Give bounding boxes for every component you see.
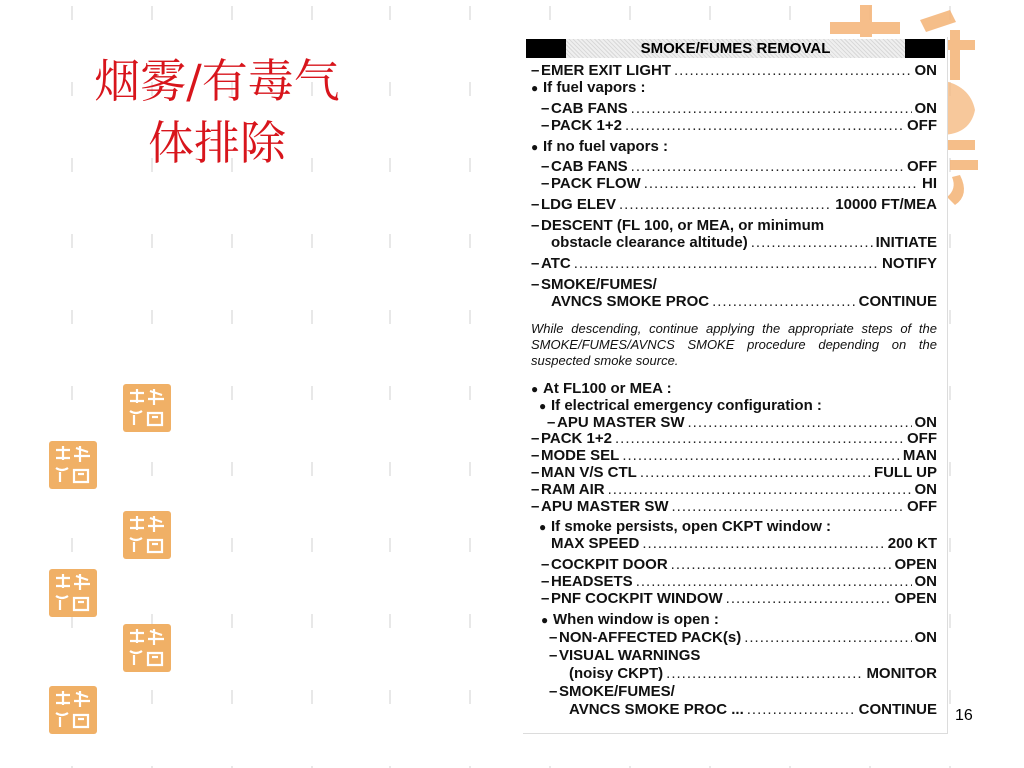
row-label: NON-AFFECTED PACK(s) xyxy=(559,629,742,646)
row-label: LDG ELEV xyxy=(541,196,617,213)
row-marker: – xyxy=(541,573,550,590)
checklist-row xyxy=(531,62,937,79)
row-marker: – xyxy=(531,217,540,234)
row-marker: ● xyxy=(531,382,539,396)
row-marker: ● xyxy=(539,520,547,534)
row-label: RAM AIR xyxy=(541,481,605,498)
row-value: ON xyxy=(914,629,937,646)
row-marker: – xyxy=(541,100,550,117)
row-marker: – xyxy=(549,629,558,646)
checklist-row xyxy=(531,79,937,96)
row-leader-dots xyxy=(622,447,899,464)
row-value: 200 KT xyxy=(887,535,937,552)
row-value: ON xyxy=(914,100,937,117)
row-label: At FL100 or MEA : xyxy=(543,380,672,397)
checklist-row xyxy=(531,234,937,251)
row-value: OFF xyxy=(907,498,937,515)
row-marker: ● xyxy=(541,613,549,627)
row-marker: – xyxy=(541,556,550,573)
checklist-row xyxy=(531,175,937,192)
row-leader-dots xyxy=(747,701,856,718)
row-marker: – xyxy=(531,62,540,79)
row-value: ON xyxy=(914,573,937,590)
row-label: obstacle clearance altitude) xyxy=(551,234,748,251)
row-leader-dots xyxy=(688,414,912,431)
row-label: APU MASTER SW xyxy=(541,498,669,515)
row-marker: – xyxy=(531,481,540,498)
row-value: OPEN xyxy=(894,556,937,573)
seal-stamp-icon xyxy=(48,685,98,735)
row-leader-dots xyxy=(615,430,904,447)
row-marker: – xyxy=(549,647,558,664)
row-label: EMER EXIT LIGHT xyxy=(541,62,672,79)
checklist-row xyxy=(531,430,937,447)
row-value: OPEN xyxy=(894,590,937,607)
row-marker: – xyxy=(541,590,550,607)
row-leader-dots xyxy=(636,573,912,590)
checklist-row xyxy=(531,397,937,414)
row-label: PACK FLOW xyxy=(551,175,641,192)
checklist-row xyxy=(531,293,937,310)
row-marker: – xyxy=(531,447,540,464)
row-label: ATC xyxy=(541,255,571,272)
row-value: CONTINUE xyxy=(858,701,937,718)
row-label: APU MASTER SW xyxy=(557,414,685,431)
row-label: If fuel vapors : xyxy=(543,79,646,96)
slide-title-line-1: 烟雾/有毒气 xyxy=(94,54,340,108)
row-value: HI xyxy=(922,175,937,192)
row-value: ON xyxy=(914,62,937,79)
row-leader-dots xyxy=(666,665,863,682)
row-leader-dots xyxy=(574,255,879,272)
checklist-row xyxy=(531,158,937,175)
row-leader-dots xyxy=(631,100,912,117)
row-label: If electrical emergency configuration : xyxy=(551,397,822,414)
checklist-row xyxy=(531,100,937,117)
row-label: If smoke persists, open CKPT window : xyxy=(551,518,832,535)
checklist-header xyxy=(526,39,945,58)
page-number: 16 xyxy=(955,707,973,724)
row-label: CAB FANS xyxy=(551,100,628,117)
seal-stamp-icon xyxy=(48,568,98,618)
row-value: ON xyxy=(914,481,937,498)
row-marker: – xyxy=(531,276,540,293)
row-label: COCKPIT DOOR xyxy=(551,556,668,573)
row-label: CAB FANS xyxy=(551,158,628,175)
row-marker: – xyxy=(541,175,550,192)
row-label: MAN V/S CTL xyxy=(541,464,637,481)
row-marker: ● xyxy=(539,399,547,413)
row-leader-dots xyxy=(672,498,905,515)
row-label: MODE SEL xyxy=(541,447,620,464)
seal-stamp-icon xyxy=(48,440,98,490)
row-value: NOTIFY xyxy=(882,255,937,272)
checklist-title: SMOKE/FUMES REMOVAL xyxy=(640,40,831,57)
checklist-row xyxy=(531,535,937,552)
row-label: HEADSETS xyxy=(551,573,633,590)
checklist-row xyxy=(531,498,937,515)
row-label: SMOKE/FUMES/ xyxy=(541,276,657,293)
row-marker: – xyxy=(547,414,556,431)
seal-stamp-icon xyxy=(122,383,172,433)
checklist-row xyxy=(531,196,937,213)
slide-title-line-2: 体排除 xyxy=(148,116,286,170)
checklist-row xyxy=(531,276,937,293)
checklist-row xyxy=(531,217,937,234)
row-label: If no fuel vapors : xyxy=(543,138,669,155)
row-leader-dots xyxy=(726,590,892,607)
checklist-row xyxy=(531,701,937,718)
row-label: AVNCS SMOKE PROC xyxy=(551,293,710,310)
checklist-row xyxy=(531,447,937,464)
row-label: When window is open : xyxy=(553,611,719,628)
checklist-row xyxy=(531,611,937,628)
checklist-row xyxy=(531,464,937,481)
row-label: DESCENT (FL 100, or MEA, or minimum xyxy=(541,217,825,234)
row-marker: – xyxy=(531,430,540,447)
row-label: SMOKE/FUMES/ xyxy=(559,683,675,700)
row-label: (noisy CKPT) xyxy=(569,665,664,682)
row-marker: – xyxy=(531,498,540,515)
seal-stamp-icon xyxy=(122,510,172,560)
row-value: INITIATE xyxy=(875,234,937,251)
row-marker: – xyxy=(541,158,550,175)
checklist-row xyxy=(531,683,937,700)
row-label: VISUAL WARNINGS xyxy=(559,647,701,664)
row-value: MAN xyxy=(902,447,937,464)
row-leader-dots xyxy=(608,481,912,498)
checklist-row xyxy=(531,138,937,155)
row-marker: ● xyxy=(531,81,539,95)
row-leader-dots xyxy=(751,234,873,251)
row-value: ON xyxy=(914,414,937,431)
row-value: FULL UP xyxy=(873,464,937,481)
seal-stamp-icon xyxy=(122,623,172,673)
row-value: OFF xyxy=(907,117,937,134)
slide-title xyxy=(52,50,382,174)
checklist-row xyxy=(531,255,937,272)
row-marker: – xyxy=(549,683,558,700)
row-marker: ● xyxy=(531,140,539,154)
row-leader-dots xyxy=(671,556,892,573)
row-leader-dots xyxy=(642,535,884,552)
row-leader-dots xyxy=(631,158,904,175)
row-leader-dots xyxy=(625,117,904,134)
checklist-row xyxy=(531,573,937,590)
row-marker: – xyxy=(531,255,540,272)
row-leader-dots xyxy=(640,464,871,481)
row-leader-dots xyxy=(619,196,832,213)
checklist-row xyxy=(531,117,937,134)
checklist-row xyxy=(531,556,937,573)
row-value: 10000 FT/MEA xyxy=(835,196,937,213)
row-label: PACK 1+2 xyxy=(541,430,613,447)
checklist-row xyxy=(531,665,937,682)
checklist-card xyxy=(523,37,948,734)
checklist-row xyxy=(531,629,937,646)
descending-note: While descending, continue applying the appropriate steps of the SMOKE/FUMES/AVNCS SMOKE procedure depending on the suspected smoke source. xyxy=(531,321,937,368)
row-leader-dots xyxy=(744,629,911,646)
checklist-row xyxy=(531,590,937,607)
row-label: AVNCS SMOKE PROC ... xyxy=(569,701,744,718)
checklist-row xyxy=(531,518,937,535)
checklist-row xyxy=(531,414,937,431)
row-value: OFF xyxy=(907,158,937,175)
row-value: MONITOR xyxy=(866,665,937,682)
row-leader-dots xyxy=(674,62,911,79)
checklist-row xyxy=(531,647,937,664)
row-marker: – xyxy=(531,464,540,481)
row-value: OFF xyxy=(907,430,937,447)
row-marker: – xyxy=(531,196,540,213)
row-marker: – xyxy=(541,117,550,134)
row-label: MAX SPEED xyxy=(551,535,640,552)
row-value: CONTINUE xyxy=(858,293,937,310)
row-label: PNF COCKPIT WINDOW xyxy=(551,590,723,607)
row-label: PACK 1+2 xyxy=(551,117,623,134)
checklist-row xyxy=(531,481,937,498)
row-leader-dots xyxy=(644,175,919,192)
checklist-row xyxy=(531,380,937,397)
row-leader-dots xyxy=(712,293,856,310)
